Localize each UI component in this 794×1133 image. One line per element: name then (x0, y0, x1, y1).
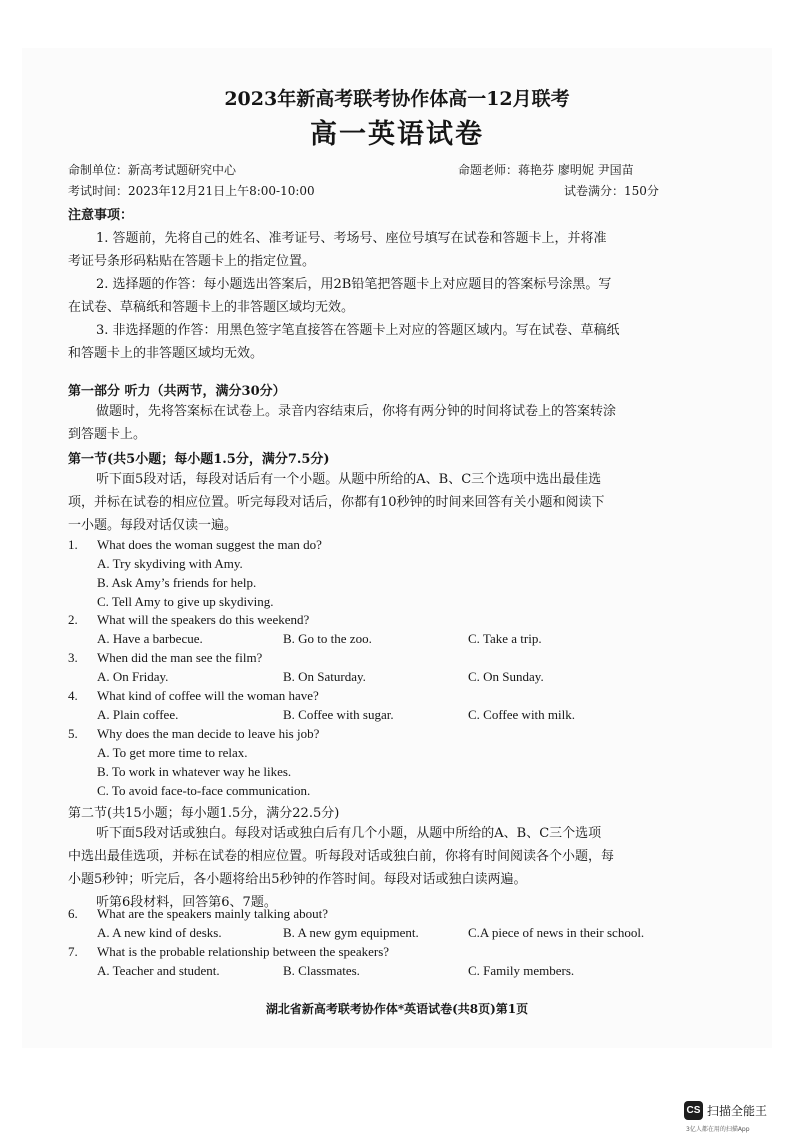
option-b: B. To work in whatever way he likes. (97, 764, 292, 779)
section1-intro-cont-1: 项，并标在试卷的相应位置。听完每段对话后，你都有10秒钟的时间来回答有关小题和阅读下 (68, 495, 605, 510)
question-number: 2. (68, 612, 78, 627)
notice-heading: 注意事项： (68, 208, 134, 223)
question-number: 1. (68, 537, 78, 552)
question-stem: What are the speakers mainly talking about? (97, 906, 329, 921)
option-a: A. To get more time to relax. (97, 745, 248, 760)
section1-intro-cont-2: 一小题。每段对话仅读一遍。 (68, 518, 238, 533)
section1-intro: 听下面5段对话，每段对话后有一个小题。从题中所给的A、B、C三个选项中选出最佳选 (96, 472, 602, 487)
notice-item-2-cont: 在试卷、草稿纸和答题卡上的非答题区域均无效。 (68, 300, 355, 315)
option-a: A. A new kind of desks. (97, 925, 222, 940)
notice-item-3: 3. 非选择题的作答：用黑色签字笔直接答在答题卡上对应的答题区域内。写在试卷、草稿纸 (96, 323, 620, 338)
section2-intro-cont-2: 小题5秒钟；听完后，各小题将给出5秒钟的作答时间。每段对话或独白读两遍。 (68, 872, 527, 887)
notice-item-1-cont: 考证号条形码粘贴在答题卡上的指定位置。 (68, 254, 316, 269)
part1-intro-cont: 到答题卡上。 (68, 427, 147, 442)
question-stem: When did the man see the film? (97, 650, 263, 665)
option-a: A. Plain coffee. (97, 707, 179, 722)
question-number: 7. (68, 944, 78, 959)
section2-intro-cont-1: 中选出最佳选项，并标在试卷的相应位置。听每段对话或独白前，你将有时间阅读各个小题，每 (68, 849, 615, 864)
question-stem: What does the woman suggest the man do? (97, 537, 322, 552)
option-b: B. Ask Amy’s friends for help. (97, 575, 257, 590)
option-c: C. Family members. (468, 963, 575, 978)
scanner-app-name: 扫描全能王 (707, 1104, 768, 1118)
section2-heading: 第二节(共15小题；每小题1.5分，满分22.5分) (68, 806, 340, 821)
scanner-tagline: 3亿人都在用的扫描App (686, 1126, 750, 1133)
question-stem: What will the speakers do this weekend? (97, 612, 310, 627)
exam-subject-title: 高一英语试卷 (310, 119, 484, 150)
option-b: B. Go to the zoo. (283, 631, 372, 646)
question-stem: What kind of coffee will the woman have? (97, 688, 319, 703)
section2-intro: 听下面5段对话或独白。每段对话或独白后有几个小题，从题中所给的A、B、C三个选项 (96, 826, 602, 841)
option-b: B. On Saturday. (283, 669, 366, 684)
part1-intro: 做题时，先将答案标在试卷上。录音内容结束后，你将有两分钟的时间将试卷上的答案转涂 (96, 404, 617, 419)
option-c: C. Tell Amy to give up skydiving. (97, 594, 274, 609)
part1-heading: 第一部分 听力（共两节，满分30分） (68, 384, 286, 399)
notice-item-3-cont: 和答题卡上的非答题区域均无效。 (68, 346, 264, 361)
option-a: A. Have a barbecue. (97, 631, 203, 646)
option-c: C. On Sunday. (468, 669, 544, 684)
notice-item-2: 2. 选择题的作答：每小题选出答案后，用2B铅笔把答题卡上对应题目的答案标号涂黑。写 (96, 277, 612, 292)
question-stem: Why does the man decide to leave his job? (97, 726, 320, 741)
option-b: B. Classmates. (283, 963, 360, 978)
question-stem: What is the probable relationship between the speakers? (97, 944, 390, 959)
meta-unit: 命制单位：新高考试题研究中心 (68, 163, 237, 177)
question-number: 3. (68, 650, 78, 665)
question-number: 4. (68, 688, 78, 703)
option-c: C. To avoid face-to-face communication. (97, 783, 311, 798)
question-number: 5. (68, 726, 78, 741)
question-number: 6. (68, 906, 78, 921)
option-c: C.A piece of news in their school. (468, 925, 645, 940)
option-a: A. Teacher and student. (97, 963, 220, 978)
meta-teachers: 命题老师：蒋艳芬 廖明妮 尹国苗 (458, 163, 634, 177)
meta-time: 考试时间：2023年12月21日上午8:00-10:00 (68, 184, 315, 198)
option-b: B. A new gym equipment. (283, 925, 419, 940)
section2-material-note: 听第6段材料，回答第6、7题。 (96, 895, 277, 910)
option-c: C. Take a trip. (468, 631, 542, 646)
exam-title: 2023年新高考联考协作体高一12月联考 (224, 88, 570, 110)
scanner-watermark (684, 1101, 767, 1120)
option-c: C. Coffee with milk. (468, 707, 576, 722)
option-a: A. On Friday. (97, 669, 169, 684)
meta-score: 试卷满分：150分 (564, 184, 659, 198)
notice-item-1: 1. 答题前，先将自己的姓名、准考证号、考场号、座位号填写在试卷和答题卡上，并将准 (96, 231, 607, 246)
page-footer: 湖北省新高考联考协作体*英语试卷(共8页)第1页 (265, 1002, 529, 1016)
option-a: A. Try skydiving with Amy. (97, 556, 243, 571)
camscanner-logo-icon: CS (684, 1101, 703, 1120)
option-b: B. Coffee with sugar. (283, 707, 394, 722)
section1-heading: 第一节(共5小题；每小题1.5分，满分7.5分) (68, 452, 330, 467)
